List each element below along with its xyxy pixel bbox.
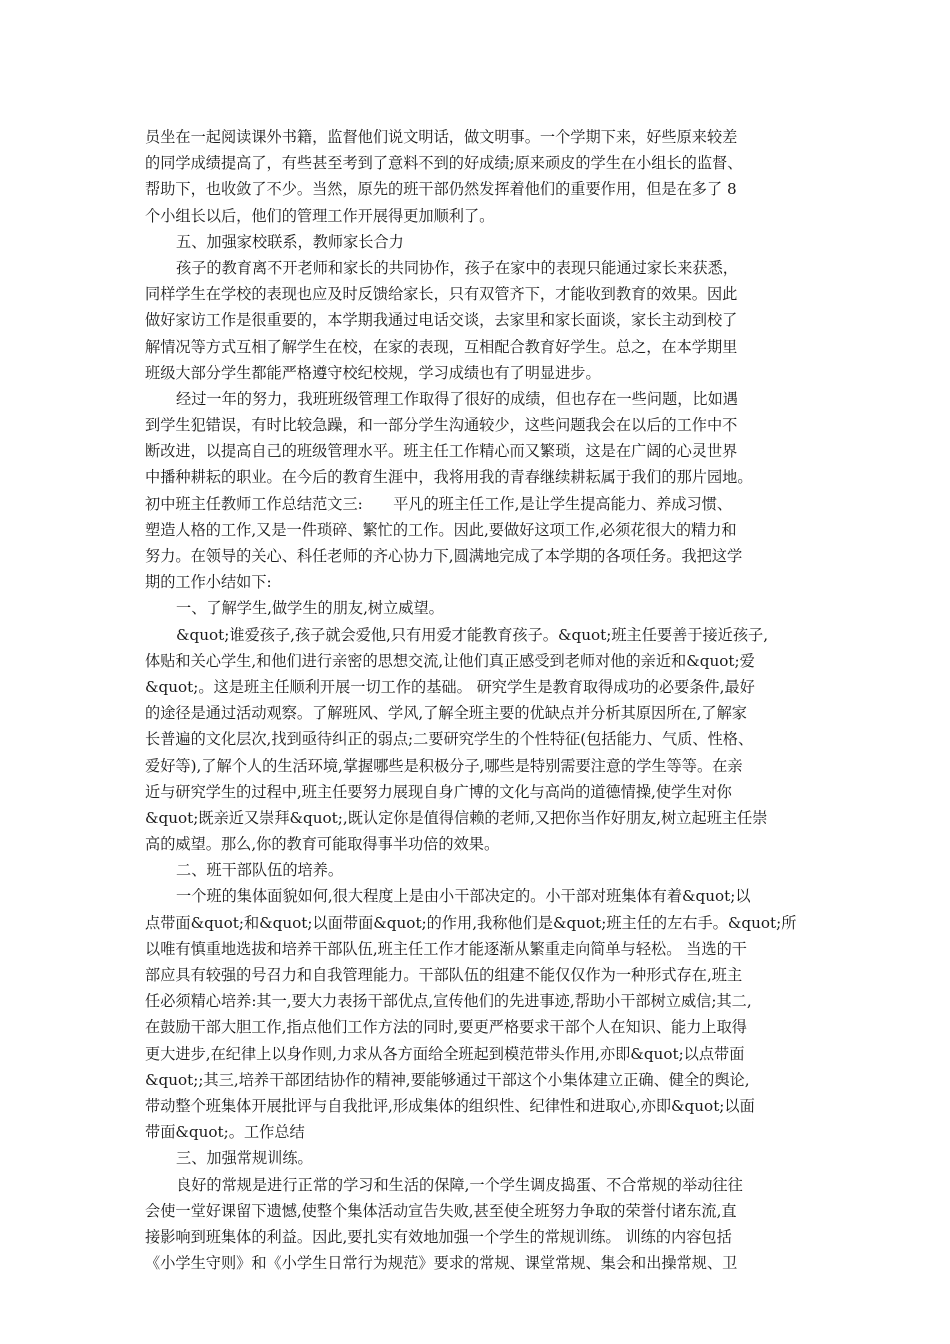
text-line: 更大进步,在纪律上以身作则,力求从各方面给全班起到模范带头作用,亦即&quot;以点带面 (145, 1044, 745, 1063)
text-line: 做好家访工作是很重要的，本学期我通过电话交谈，去家里和家长面谈，家长主动到校了 (145, 311, 738, 330)
text-line: 以唯有慎重地选拔和培养干部队伍,班主任工作才能逐渐从繁重走向简单与轻松。 当选的干 (145, 939, 747, 958)
text-line: 良好的常规是进行正常的学习和生活的保障,一个学生调皮捣蛋、不合常规的举动往往 (176, 1175, 743, 1194)
text-line: 断改进，以提高自己的班级管理水平。班主任工作精心而又繁琐，这是在广阔的心灵世界 (145, 442, 738, 461)
text-line: 爱好等),了解个人的生活环境,掌握哪些是积极分子,哪些是特别需要注意的学生等等。在亲 (145, 756, 743, 775)
text-line: 的途径是通过活动观察。了解班风、学风,了解全班主要的优缺点并分析其原因所在,了解家 (145, 704, 747, 723)
text-line: 接影响到班集体的利益。因此,要扎实有效地加强一个学生的常规训练。 训练的内容包括 (145, 1227, 732, 1246)
text-line: 同样学生在学校的表现也应及时反馈给家长，只有双管齐下，才能收到教育的效果。因此 (145, 285, 738, 304)
text-line: 高的威望。那么,你的教育可能取得事半功倍的效果。 (145, 835, 500, 854)
text-line: 在鼓励干部大胆工作,指点他们工作方法的同时,要更严格要求干部个人在知识、能力上取得 (145, 1018, 747, 1037)
text-line: 长普遍的文化层次,找到亟待纠正的弱点;二要研究学生的个性特征(包括能力、气质、性格、 (145, 730, 754, 749)
text-line: 点带面&quot;和&quot;以面带面&quot;的作用,我称他们是&quot;班主任的左右手。&quot;所 (145, 913, 797, 932)
text-line: 员坐在一起阅读课外书籍，监督他们说文明话，做文明事。一个学期下来，好些原来较差 (145, 128, 738, 146)
text-line: &quot;谁爱孩子,孩子就会爱他,只有用爱才能教育孩子。&quot;班主任要善于接近孩子, (176, 625, 769, 644)
text-line: 到学生犯错误，有时比较急躁，和一部分学生沟通较少，这些问题我会在以后的工作中不 (145, 416, 738, 435)
text-line: 部应具有较强的号召力和自我管理能力。干部队伍的组建不能仅仅作为一种形式存在,班主 (145, 966, 743, 984)
text-line: 期的工作小结如下: (145, 573, 272, 592)
text-line: 一个班的集体面貌如何,很大程度上是由小干部决定的。小干部对班集体有着&quot;以 (176, 887, 751, 906)
section-heading: 一、了解学生,做学生的朋友,树立威望。 (176, 599, 444, 618)
text-line: 带面&quot;。工作总结 (145, 1123, 305, 1142)
text-line: &quot;既亲近又崇拜&quot;,既认定你是值得信赖的老师,又把你当作好朋友,树立起班主任崇 (145, 808, 768, 827)
text-line: 体贴和关心学生,和他们进行亲密的思想交流,让他们真正感受到老师对他的亲近和&quot;爱 (145, 651, 755, 670)
text-line: 中播种耕耘的职业。在今后的教育生涯中，我将用我的青春继续耕耘属于我们的那片园地。 (145, 468, 753, 487)
text-line: 的同学成绩提高了，有些甚至考到了意料不到的好成绩;原来顽皮的学生在小组长的监督、 (145, 154, 743, 173)
text-line: 帮助下，也收敛了不少。当然，原先的班干部仍然发挥着他们的重要作用，但是在多了 8 (145, 180, 737, 199)
document-page (145, 124, 811, 1276)
text-line: 《小学生守则》和《小学生日常行为规范》要求的常规、课堂常规、集会和出操常规、卫 (145, 1254, 738, 1273)
text-line: 个小组长以后，他们的管理工作开展得更加顺利了。 (145, 206, 495, 225)
text-line: 努力。在领导的关心、科任老师的齐心协力下,圆满地完成了本学期的各项任务。我把这学 (145, 547, 743, 565)
text-line: &quot;;其三,培养干部团结协作的精神,要能够通过干部这个小集体建立正确、健全的舆论, (145, 1070, 750, 1089)
text-line: 孩子的教育离不开老师和家长的共同协作，孩子在家中的表现只能通过家长来获悉， (176, 258, 738, 277)
text-line: 初中班主任教师工作总结范文三: 平凡的班主任工作,是让学生提高能力、养成习惯、 (145, 494, 733, 513)
text-line: 近与研究学生的过程中,班主任要努力展现自身广博的文化与高尚的道德情操,使学生对你 (145, 782, 732, 801)
text-line: 解情况等方式互相了解学生在校，在家的表现，互相配合教育好学生。总之，在本学期里 (145, 337, 738, 356)
text-line: &quot;。这是班主任顺利开展一切工作的基础。 研究学生是教育取得成功的必要条件,最好 (145, 677, 755, 696)
text-line: 班级大部分学生都能严格遵守校纪校规，学习成绩也有了明显进步。 (145, 363, 601, 382)
text-line: 经过一年的努力，我班班级管理工作取得了很好的成绩，但也存在一些问题，比如遇 (176, 389, 738, 408)
text-line: 带动整个班集体开展批评与自我批评,形成集体的组织性、纪律性和进取心,亦即&quot;以面 (145, 1096, 755, 1115)
section-heading: 二、班干部队伍的培养。 (176, 861, 344, 880)
text-line: 任必须精心培养:其一,要大力表扬干部优点,宣传他们的先进事迹,帮助小干部树立威信;其二, (145, 992, 752, 1011)
text-line: 塑造人格的工作,又是一件琐碎、繁忙的工作。因此,要做好这项工作,必须花很大的精力和 (145, 520, 737, 539)
section-heading: 三、加强常规训练。 (176, 1149, 313, 1168)
section-heading: 五、加强家校联系，教师家长合力 (176, 232, 404, 251)
text-line: 会使一堂好课留下遗憾,使整个集体活动宣告失败,甚至使全班努力争取的荣誉付诸东流,直 (145, 1201, 737, 1220)
